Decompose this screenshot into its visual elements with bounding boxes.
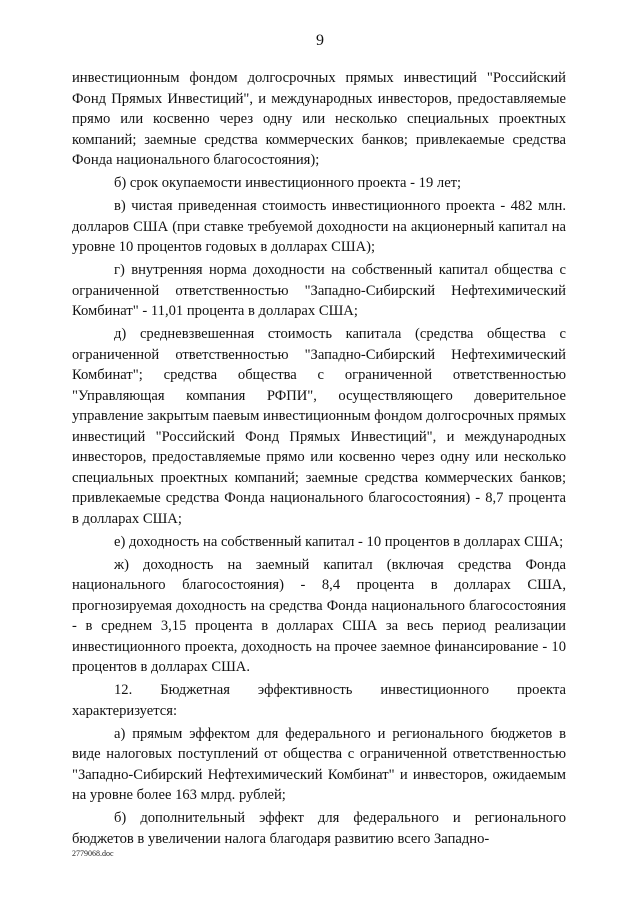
paragraph-item-d: д) средневзвешенная стоимость капитала (средства общества с ограниченной ответственностью "Западно-Сибирский Нефтехимический Комбинат"; средства общества с ограниченной ответственностью "Управляющая компания РФПИ", осуществляющего доверительное управление закрытым паевым инвестиционным фондом долгосрочных прямых инвестиций "Российский Фонд Прямых Инвестиций", и международных инвесторов, предоставляемые прямо или косвенно через одну или несколько специальных проектных компаний; заемные средства коммерческих банков; привлекаемые средства Фонда национального благосостояния) - 8,7 процента в долларах США; <box>72 326 566 527</box>
paragraph-item-b-2: б) дополнительный эффект для федерального и регионального бюджетов в увеличении налога благодаря развитию всего Западно- <box>72 810 566 847</box>
paragraph-item-g: г) внутренняя норма доходности на собственный капитал общества с ограниченной ответственностью "Западно-Сибирский Нефтехимический Комбинат" - 11,01 процента в долларах США; <box>72 262 566 319</box>
paragraph-item-b: б) срок окупаемости инвестиционного проекта - 19 лет; <box>114 175 462 191</box>
footer-filename: 2779068.doc <box>72 849 114 858</box>
paragraph-section-12: 12. Бюджетная эффективность инвестиционного проекта характеризуется: <box>72 682 566 719</box>
paragraph-item-a: а) прямым эффектом для федерального и регионального бюджетов в виде налоговых поступлений от общества с ограниченной ответственностью "Западно-Сибирский Нефтехимический Комбинат" и инвесторов, ожидаемым на уровне более 163 млрд. рублей; <box>72 725 566 803</box>
paragraph-item-zh: ж) доходность на заемный капитал (включая средства Фонда национального благосостояния) - 8,4 процента в долларах США, прогнозируемая доходность на средства Фонда национального благосостояния - в среднем 3,15 процента в долларах США за весь период реализации инвестиционного проекта, доходность на прочее заемное финансирование - 10 процентов в долларах США. <box>72 556 566 675</box>
paragraph-continuation: инвестиционным фондом долгосрочных прямых инвестиций "Российский Фонд Прямых Инвестиций", и международных инвесторов, предоставляемые прямо или косвенно через одну или несколько специальных проектных компаний; заемные средства коммерческих банков; привлекаемые средства Фонда национального благосостояния); <box>72 70 566 168</box>
document-body <box>72 68 566 852</box>
paragraph-item-e: е) доходность на собственный капитал - 10 процентов в долларах США; <box>114 533 564 550</box>
paragraph-item-v: в) чистая приведенная стоимость инвестиционного проекта - 482 млн. долларов США (при ставке требуемой доходности на акционерный капитал на уровне 10 процентов годовых в долларах США); <box>72 198 566 255</box>
page-number: 9 <box>316 32 324 49</box>
